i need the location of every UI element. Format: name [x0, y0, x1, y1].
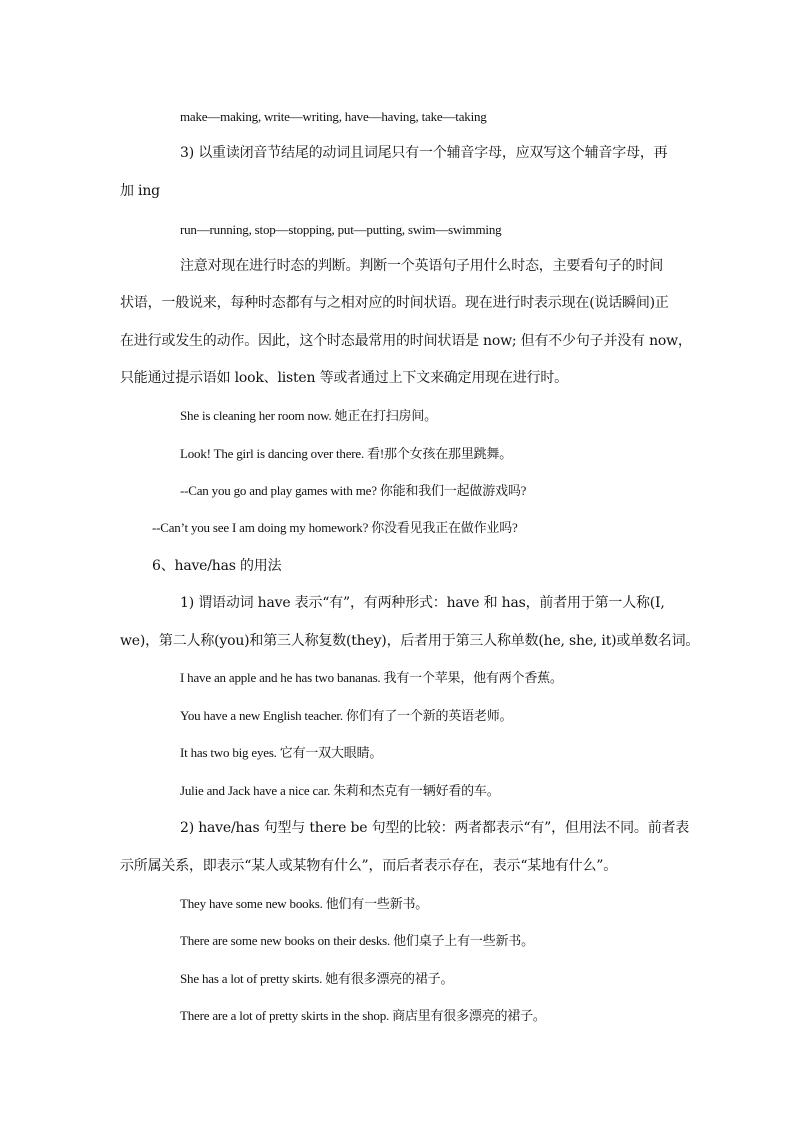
example-sentence-teacher: You have a new English teacher. 你们有了一个新的英语老师。 [180, 708, 513, 723]
example-dialogue-question: --Can you go and play games with me? 你能和我们一起做游戏吗? [180, 483, 527, 498]
example-dialogue-answer: --Can’t you see I am doing my homework? 你没看见我正在做作业吗? [152, 520, 518, 535]
example-sentence-skirts: She has a lot of pretty skirts. 她有很多漂亮的裙子。 [180, 971, 454, 986]
example-sentence-car: Julie and Jack have a nice car. 朱莉和杰克有一辆好看的车。 [180, 783, 500, 798]
example-verb-ing-e-drop: make—making, write—writing, have—having, take—taking [180, 109, 487, 124]
paragraph-tense-judgement: 注意对现在进行时态的判断。判断一个英语句子用什么时态，主要看句子的时间 [180, 258, 663, 274]
example-sentence-books-desks: There are some new books on their desks. 他们桌子上有一些新书。 [180, 933, 534, 948]
paragraph-tense-judgement-line-4: 只能通过提示语如 look、listen 等或者通过上下文来确定用现在进行时。 [120, 370, 568, 386]
rule-2-comparison-continuation: 示所属关系，即表示“某人或某物有什么”，而后者表示存在，表示“某地有什么”。 [120, 858, 618, 874]
rule-1-have-has: 1) 谓语动词 have 表示“有”，有两种形式：have 和 has，前者用于第一人称(I, [180, 595, 665, 611]
example-sentence-cleaning: She is cleaning her room now. 她正在打扫房间。 [180, 408, 437, 423]
section-heading-have-has: 6、have/has 的用法 [152, 558, 282, 574]
paragraph-tense-judgement-line-3: 在进行或发生的动作。因此，这个时态最常用的时间状语是 now; 但有不少句子并没有 now， [120, 333, 692, 349]
rule-3-continuation: 加 ing [120, 183, 160, 199]
example-sentence-dancing: Look! The girl is dancing over there. 看!那个女孩在那里跳舞。 [180, 446, 513, 461]
rule-2-comparison: 2) have/has 句型与 there be 句型的比较：两者都表示“有”，但用法不同。前者表 [180, 820, 690, 836]
example-verb-ing-double: run—running, stop—stopping, put—putting, swim—swimming [180, 222, 502, 237]
rule-3-double-consonant: 3) 以重读闭音节结尾的动词且词尾只有一个辅音字母，应双写这个辅音字母，再 [180, 145, 668, 161]
rule-1-have-has-continuation: we)，第二人称(you)和第三人称复数(they)，后者用于第三人称单数(he, she, it)或单数名词。 [120, 633, 700, 649]
example-sentence-eyes: It has two big eyes. 它有一双大眼睛。 [180, 745, 383, 760]
example-sentence-apple: I have an apple and he has two bananas. 我有一个苹果，他有两个香蕉。 [180, 670, 563, 685]
example-sentence-books: They have some new books. 他们有一些新书。 [180, 896, 429, 911]
example-sentence-skirts-shop: There are a lot of pretty skirts in the shop. 商店里有很多漂亮的裙子。 [180, 1008, 546, 1023]
paragraph-tense-judgement-line-2: 状语，一般说来，每种时态都有与之相对应的时间状语。现在进行时表示现在(说话瞬间)正 [120, 295, 669, 311]
